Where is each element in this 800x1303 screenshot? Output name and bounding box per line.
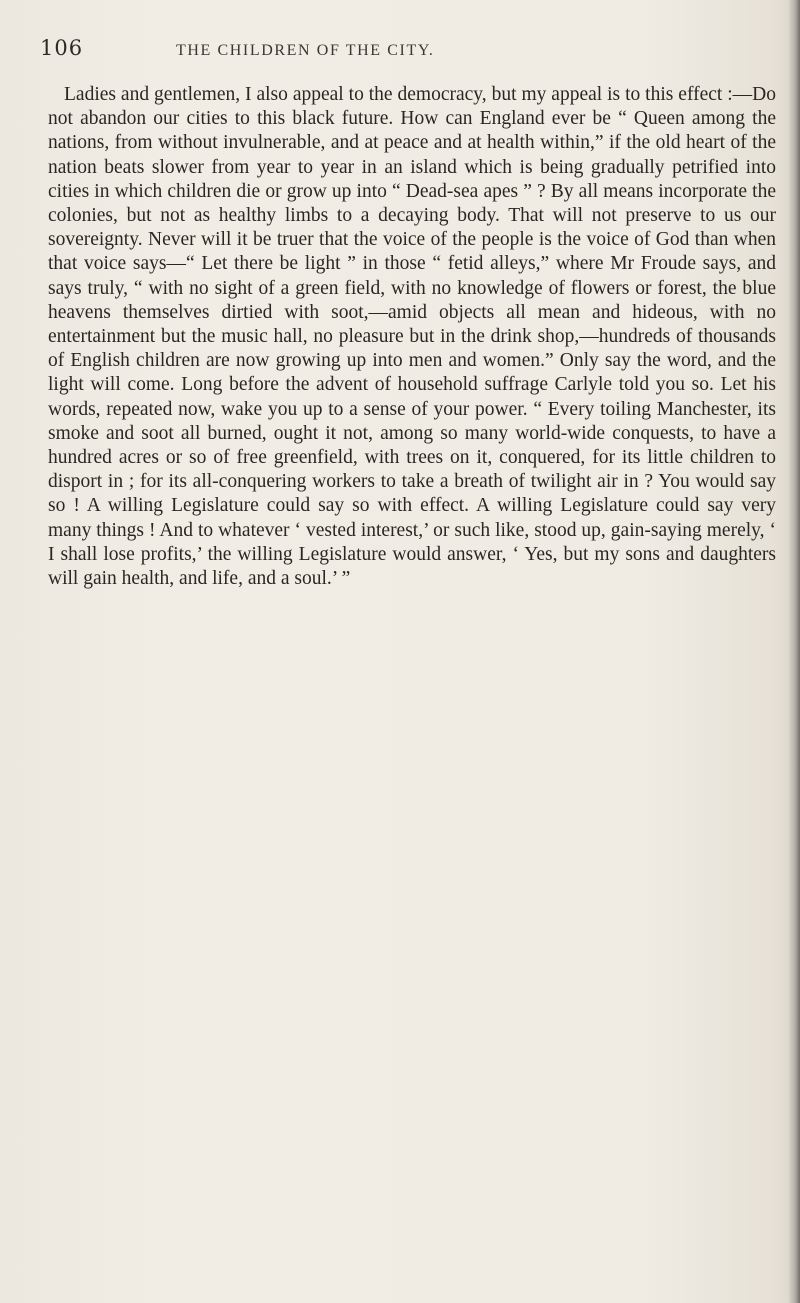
page-edge-shadow bbox=[788, 0, 800, 1303]
body-paragraph: Ladies and gentlemen, I also appeal to the democracy, but my appeal is to this effect :—Do not abandon our cities to this black future. How can England ever be “ Queen among the nations, from without invulnerable, and at peace and at health within,” if the old heart of the nation beats slower from year to year in an island which is being gradually petrified into cities in which children die or grow up into “ Dead-sea apes ” ? By all means incorporate the colonies, but not as healthy limbs to a decaying body. That will not preserve to us our sovereignty. Never will it be truer that the voice of the people is the voice of God than when that voice says—“ Let there be light ” in those “ fetid alleys,” where Mr Froude says, and says truly, “ with no sight of a green field, with no knowledge of flowers or forest, the blue heavens themselves dirtied with soot,—amid objects all mean and hideous, with no entertainment but the music hall, no pleasure but in the drink shop,—hundreds of thousands of English children are now growing up into men and women.” Only say the word, and the light will come. Long before the advent of household suffrage Carlyle told you so. Let his words, repeated now, wake you up to a sense of your power. “ Every toiling Manchester, its smoke and soot all burned, ought it not, among so many world-wide conquests, to have a hundred acres or so of free greenfield, with trees on it, conquered, for its little children to disport in ; for its all-conquering workers to take a breath of twilight air in ? You would say so ! A willing Legislature could say so with effect. A willing Legislature could say very many things ! And to whatever ‘ vested interest,’ or such like, stood up, gain-saying merely, ‘ I shall lose profits,’ the willing Legislature would answer, ‘ Yes, but my sons and daughters will gain health, and life, and a soul.’ ” bbox=[48, 84, 776, 590]
running-head: THE CHILDREN OF THE CITY. bbox=[176, 42, 435, 59]
page-header bbox=[40, 36, 770, 76]
page-number: 106 bbox=[40, 36, 84, 60]
